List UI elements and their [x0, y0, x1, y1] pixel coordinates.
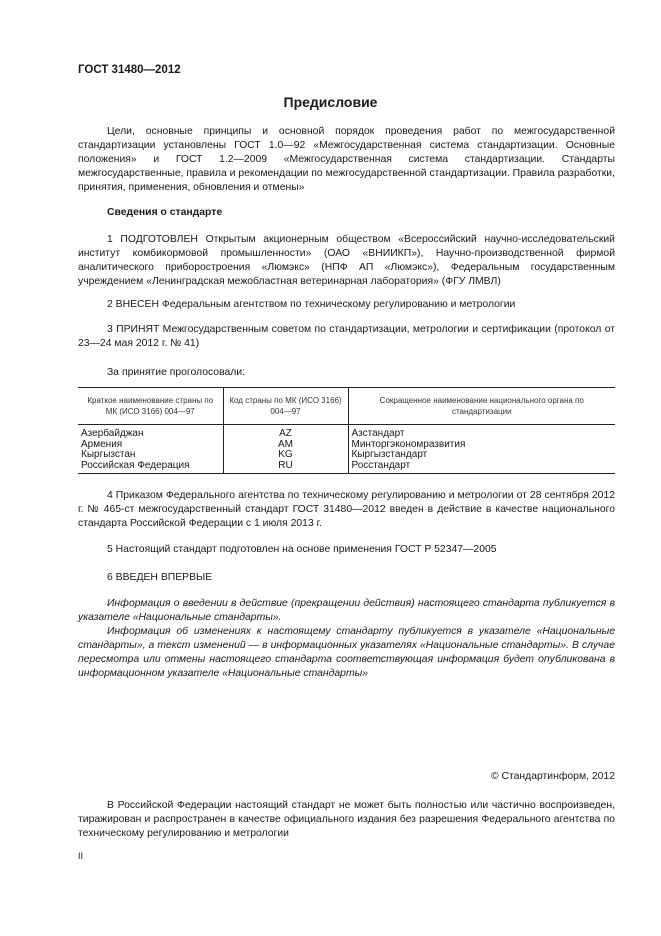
section-subheading: Сведения о стандарте — [107, 207, 223, 218]
body-cell: Росстандарт — [348, 461, 615, 474]
column-header-country: Краткое наименование страны по МК (ИСО 3166) 004—97 — [78, 388, 223, 425]
item-4-paragraph: 4 Приказом Федерального агентства по техническому регулированию и метрологии от 28 сентября 2012 г. № 465-ст межгосударственный стандарт ГОСТ 31480—2012 введен в действие в качестве национального стандарта Российской Федерации с 1 июля 2013 г. — [78, 490, 615, 529]
column-header-code: Код страны по МК (ИСО 3166) 004—97 — [223, 388, 348, 425]
table-row — [78, 440, 615, 451]
table-row — [78, 461, 615, 474]
item-1-paragraph: 1 ПОДГОТОВЛЕН Открытым акционерным обществом «Всероссийский научно-исследовательский институт комбикормовой промышленности» (ОАО «ВНИИКП»), Научно-производственной фирмой аналитического приборостроения «Люмэкс» (НПФ АП «Люмэкс»), Федеральным государственным учреждением «Ленинградская межобластная ветеринарная лаборатория» (ФГУ ЛМВЛ) — [78, 234, 615, 287]
code-cell: RU — [223, 461, 348, 474]
info-paragraph-1: Информация о введении в действие (прекращении действия) настоящего стандарта публикуется в указателе «Национальные стандарты». — [78, 598, 615, 623]
body-cell: Азстандарт — [348, 425, 615, 440]
code-cell: AZ — [223, 425, 348, 440]
page-number: II — [78, 851, 84, 861]
copyright-notice: © Стандартинформ, 2012 — [490, 771, 615, 782]
country-cell: Армения — [81, 438, 123, 450]
table-row — [78, 450, 615, 461]
table-row — [78, 425, 615, 440]
standard-designation: ГОСТ 31480—2012 — [78, 64, 181, 76]
country-cell: Кыргызстан — [81, 449, 136, 460]
voting-table — [78, 387, 615, 474]
page-title: Предисловие — [283, 94, 378, 110]
code-cell: KG — [223, 450, 348, 461]
item-3-paragraph: 3 ПРИНЯТ Межгосударственным советом по стандартизации, метрологии и сертификации (протокол от 23—24 мая 2012 г. № 41) — [78, 324, 615, 349]
item-5-paragraph: 5 Настоящий стандарт подготовлен на основе применения ГОСТ Р 52347—2005 — [107, 544, 497, 555]
info-paragraph-2: Информация об изменениях к настоящему стандарту публикуется в указателе «Национальные стандарты», а текст изменений — в информационных указателях «Национальные стандарты». В случае пересмотра или отмены настоящего стандарта соответствующая информация будет опубликована в информационном указателе «Национальные стандарты» — [78, 626, 615, 679]
column-header-body: Сокращенное наименование национального органа по стандартизации — [348, 388, 615, 425]
body-cell: Кыргызстандарт — [348, 450, 615, 461]
body-cell: Минторгэкономразвития — [348, 440, 615, 451]
rights-paragraph: В Российской Федерации настоящий стандарт не может быть полностью или частично воспроизведен, тиражирован и распространен в качестве официального издания без разрешения Федерального агентства по техническому регулированию и метрологии — [78, 800, 615, 839]
country-cell: Российская Федерация — [78, 461, 223, 474]
table-header-row — [78, 388, 615, 425]
intro-paragraph: Цели, основные принципы и основной порядок проведения работ по межгосударственной стандартизации установлены ГОСТ 1.0—92 «Межгосударственная система стандартизации. Основные положения» и ГОСТ 1.2—2009 «Межгосударственная система стандартизации. Стандарты межгосударственные, правила и рекомендации по межгосударственной стандартизации. Правила разработки, принятия, применения, обновления и отмены» — [78, 126, 615, 193]
item-2-paragraph: 2 ВНЕСЕН Федеральным агентством по техническому регулированию и метрологии — [107, 299, 516, 310]
code-cell: AM — [223, 440, 348, 451]
item-6-paragraph: 6 ВВЕДЕН ВПЕРВЫЕ — [107, 572, 213, 583]
voted-label: За принятие проголосовали: — [107, 367, 246, 378]
country-cell: Азербайджан — [81, 428, 144, 439]
